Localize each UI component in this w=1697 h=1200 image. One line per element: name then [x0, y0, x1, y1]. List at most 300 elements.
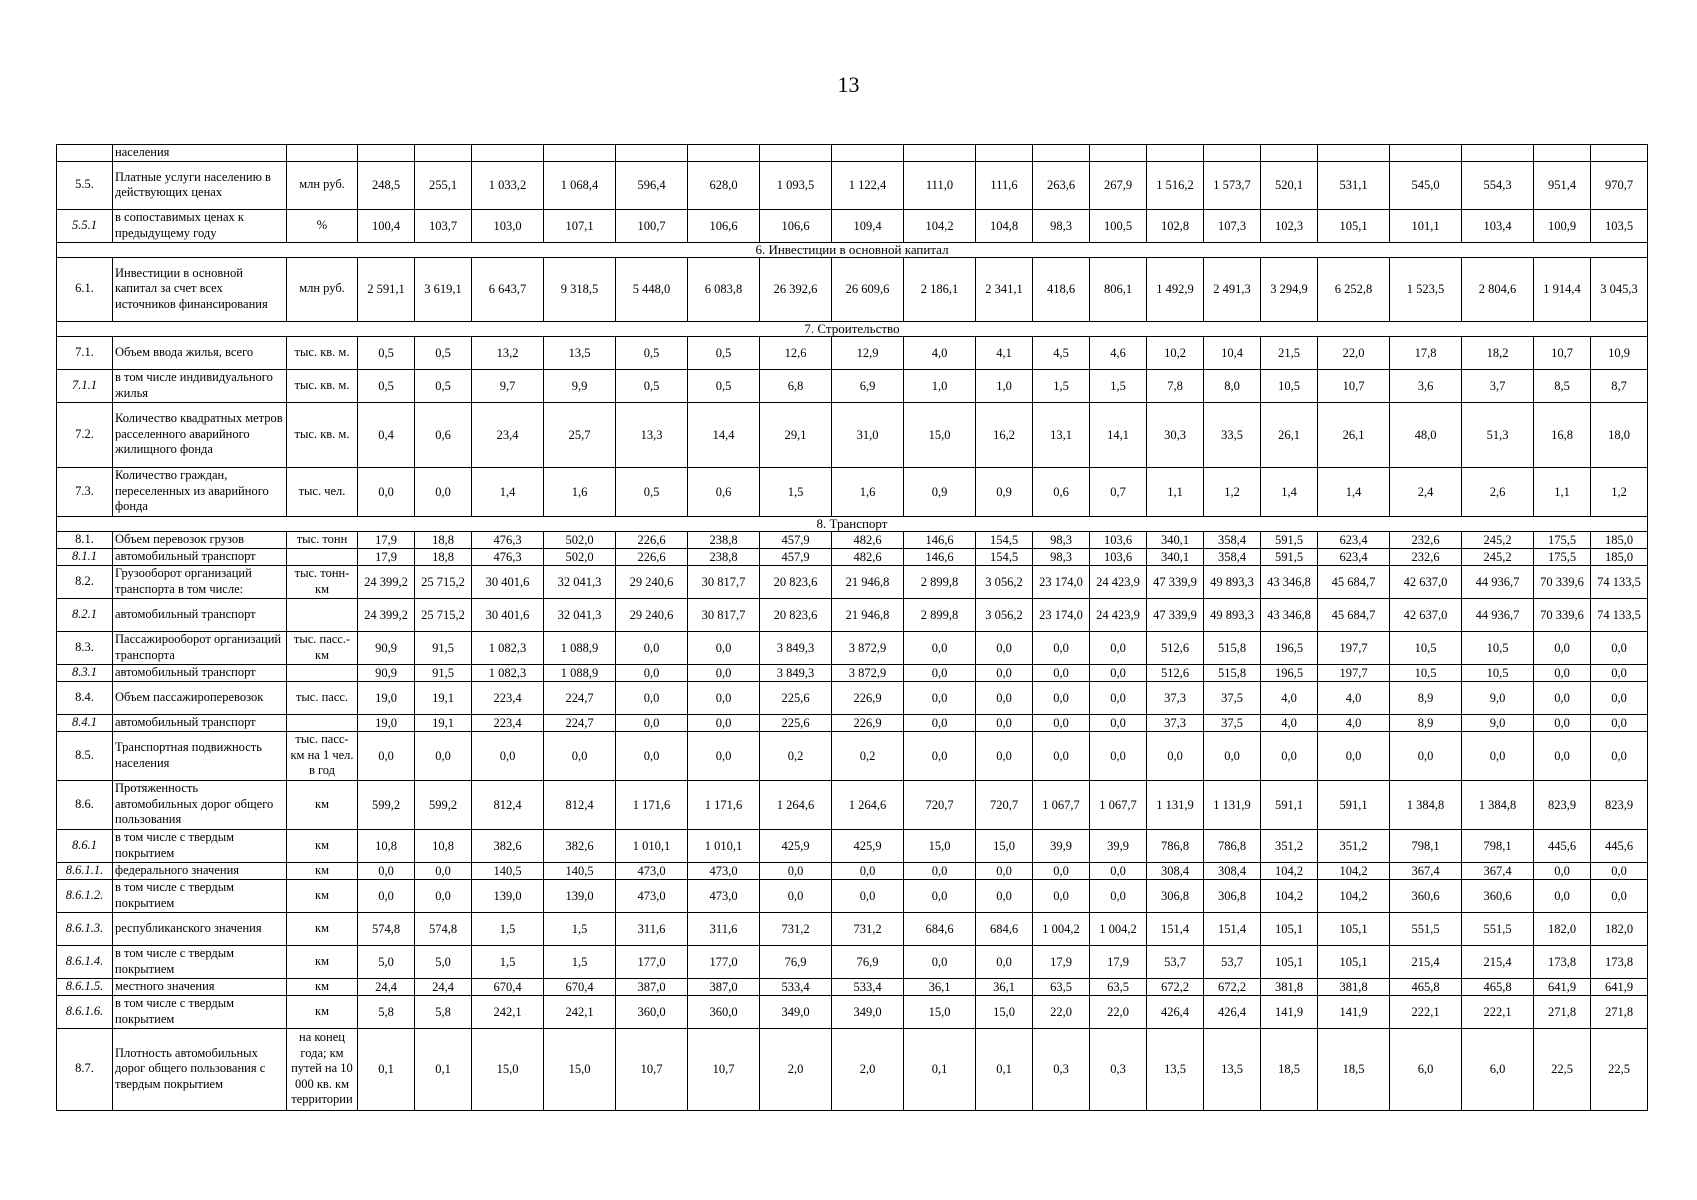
- value-cell: 26,1: [1318, 402, 1390, 467]
- value-cell: 196,5: [1261, 664, 1318, 681]
- table-row: [57, 336, 1648, 369]
- row-number-cell: 8.6.1.1.: [57, 862, 113, 879]
- value-cell: 10,5: [1390, 631, 1462, 664]
- value-cell: 15,0: [544, 1028, 616, 1110]
- row-number-cell: 8.6.1.4.: [57, 945, 113, 978]
- row-number-cell: 8.6.1.5.: [57, 978, 113, 995]
- value-cell: 3 056,2: [976, 598, 1033, 631]
- value-cell: [904, 145, 976, 162]
- row-number-cell: 8.2.1: [57, 598, 113, 631]
- value-cell: [544, 145, 616, 162]
- row-name-cell: автомобильный транспорт: [113, 598, 287, 631]
- unit-cell: на конец года; км путей на 10 000 кв. км территории: [287, 1028, 358, 1110]
- value-cell: 197,7: [1318, 631, 1390, 664]
- value-cell: 512,6: [1147, 664, 1204, 681]
- value-cell: 185,0: [1591, 548, 1648, 565]
- value-cell: 0,0: [1534, 631, 1591, 664]
- value-cell: 37,5: [1204, 714, 1261, 731]
- value-cell: [1204, 145, 1261, 162]
- value-cell: 0,1: [904, 1028, 976, 1110]
- value-cell: 3 849,3: [760, 631, 832, 664]
- value-cell: 1 492,9: [1147, 257, 1204, 321]
- value-cell: 12,9: [832, 336, 904, 369]
- unit-cell: тыс. пасс.-км: [287, 631, 358, 664]
- value-cell: 1,1: [1147, 467, 1204, 516]
- value-cell: 4,5: [1033, 336, 1090, 369]
- value-cell: 308,4: [1204, 862, 1261, 879]
- value-cell: 23,4: [472, 402, 544, 467]
- value-cell: 628,0: [688, 161, 760, 209]
- value-cell: 267,9: [1090, 161, 1147, 209]
- value-cell: 515,8: [1204, 631, 1261, 664]
- value-cell: 812,4: [544, 780, 616, 829]
- value-cell: 545,0: [1390, 161, 1462, 209]
- value-cell: 8,9: [1390, 714, 1462, 731]
- value-cell: 98,3: [1033, 209, 1090, 242]
- section-header-row: [57, 516, 1648, 531]
- value-cell: 418,6: [1033, 257, 1090, 321]
- value-cell: 812,4: [472, 780, 544, 829]
- table-row: [57, 862, 1648, 879]
- value-cell: 98,3: [1033, 548, 1090, 565]
- row-number-cell: 8.1.: [57, 531, 113, 548]
- value-cell: 21,5: [1261, 336, 1318, 369]
- value-cell: 445,6: [1534, 829, 1591, 862]
- value-cell: 0,0: [1090, 862, 1147, 879]
- value-cell: 426,4: [1147, 995, 1204, 1028]
- row-name-cell: Грузооборот организаций транспорта в том числе:: [113, 565, 287, 598]
- table-row: [57, 714, 1648, 731]
- value-cell: 0,0: [1033, 731, 1090, 780]
- value-cell: 1,5: [472, 945, 544, 978]
- value-cell: 0,5: [616, 467, 688, 516]
- value-cell: 107,3: [1204, 209, 1261, 242]
- value-cell: 0,0: [760, 879, 832, 912]
- table-row: [57, 945, 1648, 978]
- value-cell: 457,9: [760, 531, 832, 548]
- value-cell: 1 033,2: [472, 161, 544, 209]
- value-cell: 103,7: [415, 209, 472, 242]
- value-cell: 596,4: [616, 161, 688, 209]
- value-cell: 512,6: [1147, 631, 1204, 664]
- value-cell: 0,0: [1462, 731, 1534, 780]
- table-row: [57, 531, 1648, 548]
- value-cell: 6 083,8: [688, 257, 760, 321]
- value-cell: [1318, 145, 1390, 162]
- value-cell: 3 872,9: [832, 664, 904, 681]
- value-cell: 806,1: [1090, 257, 1147, 321]
- row-number-cell: 8.6.1.3.: [57, 912, 113, 945]
- value-cell: 14,1: [1090, 402, 1147, 467]
- value-cell: 6 252,8: [1318, 257, 1390, 321]
- value-cell: 0,0: [976, 862, 1033, 879]
- value-cell: 20 823,6: [760, 565, 832, 598]
- value-cell: 101,1: [1390, 209, 1462, 242]
- value-cell: 173,8: [1534, 945, 1591, 978]
- value-cell: 103,6: [1090, 531, 1147, 548]
- value-cell: 473,0: [616, 862, 688, 879]
- row-name-cell: Объем пассажироперевозок: [113, 681, 287, 714]
- value-cell: 222,1: [1390, 995, 1462, 1028]
- value-cell: 196,5: [1261, 631, 1318, 664]
- row-name-cell: в сопоставимых ценах к предыдущему году: [113, 209, 287, 242]
- value-cell: 15,0: [904, 402, 976, 467]
- value-cell: 43 346,8: [1261, 598, 1318, 631]
- unit-cell: тыс. пасс-км на 1 чел. в год: [287, 731, 358, 780]
- value-cell: 0,0: [1033, 862, 1090, 879]
- value-cell: 1 914,4: [1534, 257, 1591, 321]
- value-cell: 100,4: [358, 209, 415, 242]
- value-cell: 111,6: [976, 161, 1033, 209]
- value-cell: 720,7: [976, 780, 1033, 829]
- value-cell: 533,4: [832, 978, 904, 995]
- row-number-cell: 8.5.: [57, 731, 113, 780]
- value-cell: 43 346,8: [1261, 565, 1318, 598]
- row-number-cell: 8.3.1: [57, 664, 113, 681]
- unit-cell: тыс. кв. м.: [287, 402, 358, 467]
- value-cell: 226,6: [616, 548, 688, 565]
- row-name-cell: Инвестиции в основной капитал за счет всех источников финансирования: [113, 257, 287, 321]
- value-cell: 19,1: [415, 681, 472, 714]
- value-cell: 1,1: [1534, 467, 1591, 516]
- value-cell: 18,8: [415, 531, 472, 548]
- value-cell: 222,1: [1462, 995, 1534, 1028]
- value-cell: 1 516,2: [1147, 161, 1204, 209]
- unit-cell: тыс. пасс.: [287, 681, 358, 714]
- value-cell: 185,0: [1591, 531, 1648, 548]
- value-cell: 3 872,9: [832, 631, 904, 664]
- value-cell: 175,5: [1534, 548, 1591, 565]
- row-name-cell: Транспортная подвижность населения: [113, 731, 287, 780]
- row-number-cell: 8.7.: [57, 1028, 113, 1110]
- value-cell: 0,0: [1090, 714, 1147, 731]
- value-cell: 3 045,3: [1591, 257, 1648, 321]
- value-cell: 9 318,5: [544, 257, 616, 321]
- value-cell: 0,0: [1591, 862, 1648, 879]
- value-cell: 15,0: [976, 995, 1033, 1028]
- value-cell: 684,6: [976, 912, 1033, 945]
- unit-cell: км: [287, 912, 358, 945]
- value-cell: 76,9: [832, 945, 904, 978]
- value-cell: 103,0: [472, 209, 544, 242]
- value-cell: 33,5: [1204, 402, 1261, 467]
- value-cell: 139,0: [472, 879, 544, 912]
- value-cell: 271,8: [1591, 995, 1648, 1028]
- value-cell: 340,1: [1147, 548, 1204, 565]
- value-cell: 0,0: [616, 731, 688, 780]
- value-cell: 2,0: [760, 1028, 832, 1110]
- table-row: [57, 145, 1648, 162]
- value-cell: 39,9: [1033, 829, 1090, 862]
- value-cell: 15,0: [904, 995, 976, 1028]
- value-cell: 823,9: [1591, 780, 1648, 829]
- value-cell: 349,0: [760, 995, 832, 1028]
- value-cell: 0,0: [904, 731, 976, 780]
- value-cell: 238,8: [688, 548, 760, 565]
- value-cell: 311,6: [616, 912, 688, 945]
- row-name-cell: Объем ввода жилья, всего: [113, 336, 287, 369]
- value-cell: 798,1: [1462, 829, 1534, 862]
- value-cell: 140,5: [544, 862, 616, 879]
- value-cell: 16,2: [976, 402, 1033, 467]
- row-number-cell: 7.1.1: [57, 369, 113, 402]
- unit-cell: км: [287, 995, 358, 1028]
- value-cell: 53,7: [1204, 945, 1261, 978]
- value-cell: 177,0: [616, 945, 688, 978]
- value-cell: 360,0: [688, 995, 760, 1028]
- value-cell: 0,0: [1090, 631, 1147, 664]
- value-cell: 476,3: [472, 548, 544, 565]
- value-cell: 18,8: [415, 548, 472, 565]
- value-cell: 1,2: [1204, 467, 1261, 516]
- value-cell: 311,6: [688, 912, 760, 945]
- value-cell: 0,0: [904, 714, 976, 731]
- value-cell: 70 339,6: [1534, 598, 1591, 631]
- value-cell: 5,8: [358, 995, 415, 1028]
- row-name-cell: автомобильный транспорт: [113, 548, 287, 565]
- value-cell: 4,0: [904, 336, 976, 369]
- value-cell: 30 401,6: [472, 565, 544, 598]
- value-cell: 226,9: [832, 714, 904, 731]
- value-cell: 5,0: [415, 945, 472, 978]
- row-name-cell: в том числе индивидуального жилья: [113, 369, 287, 402]
- value-cell: 623,4: [1318, 548, 1390, 565]
- value-cell: 100,9: [1534, 209, 1591, 242]
- value-cell: 381,8: [1261, 978, 1318, 995]
- value-cell: 1 384,8: [1462, 780, 1534, 829]
- value-cell: 2,6: [1462, 467, 1534, 516]
- value-cell: 1,4: [472, 467, 544, 516]
- value-cell: 0,0: [1591, 731, 1648, 780]
- value-cell: 177,0: [688, 945, 760, 978]
- value-cell: [760, 145, 832, 162]
- unit-cell: [287, 664, 358, 681]
- value-cell: 2,4: [1390, 467, 1462, 516]
- value-cell: 1 131,9: [1147, 780, 1204, 829]
- value-cell: [1534, 145, 1591, 162]
- value-cell: 970,7: [1591, 161, 1648, 209]
- section-header-row: [57, 242, 1648, 257]
- value-cell: 8,5: [1534, 369, 1591, 402]
- value-cell: 22,0: [1033, 995, 1090, 1028]
- value-cell: 0,6: [415, 402, 472, 467]
- value-cell: 105,1: [1318, 209, 1390, 242]
- value-cell: 0,0: [904, 631, 976, 664]
- value-cell: 0,0: [415, 731, 472, 780]
- value-cell: 0,0: [688, 731, 760, 780]
- value-cell: 0,0: [472, 731, 544, 780]
- row-number-cell: [57, 145, 113, 162]
- value-cell: 684,6: [904, 912, 976, 945]
- value-cell: 104,8: [976, 209, 1033, 242]
- value-cell: 1 010,1: [688, 829, 760, 862]
- value-cell: 1 004,2: [1090, 912, 1147, 945]
- value-cell: 10,8: [415, 829, 472, 862]
- value-cell: 215,4: [1390, 945, 1462, 978]
- table-row: [57, 548, 1648, 565]
- value-cell: 1 264,6: [832, 780, 904, 829]
- value-cell: 0,0: [1534, 879, 1591, 912]
- value-cell: 3,6: [1390, 369, 1462, 402]
- value-cell: 5 448,0: [616, 257, 688, 321]
- value-cell: 37,3: [1147, 681, 1204, 714]
- value-cell: 623,4: [1318, 531, 1390, 548]
- value-cell: 0,6: [1033, 467, 1090, 516]
- value-cell: 349,0: [832, 995, 904, 1028]
- table-row: [57, 664, 1648, 681]
- value-cell: 1,0: [904, 369, 976, 402]
- value-cell: 29,1: [760, 402, 832, 467]
- value-cell: 21 946,8: [832, 598, 904, 631]
- value-cell: 533,4: [760, 978, 832, 995]
- table-row: [57, 731, 1648, 780]
- value-cell: 32 041,3: [544, 598, 616, 631]
- value-cell: 6,0: [1390, 1028, 1462, 1110]
- value-cell: 53,7: [1147, 945, 1204, 978]
- value-cell: 17,9: [358, 531, 415, 548]
- value-cell: 22,0: [1090, 995, 1147, 1028]
- value-cell: 182,0: [1534, 912, 1591, 945]
- table-row: [57, 912, 1648, 945]
- value-cell: 1 523,5: [1390, 257, 1462, 321]
- value-cell: 1 093,5: [760, 161, 832, 209]
- value-cell: 2 591,1: [358, 257, 415, 321]
- value-cell: 10,8: [358, 829, 415, 862]
- table-row: [57, 995, 1648, 1028]
- value-cell: 457,9: [760, 548, 832, 565]
- value-cell: 0,0: [358, 467, 415, 516]
- value-cell: [832, 145, 904, 162]
- value-cell: 13,2: [472, 336, 544, 369]
- value-cell: 44 936,7: [1462, 565, 1534, 598]
- value-cell: 0,0: [1033, 879, 1090, 912]
- value-cell: 37,3: [1147, 714, 1204, 731]
- table-row: [57, 161, 1648, 209]
- value-cell: 720,7: [904, 780, 976, 829]
- value-cell: 0,1: [976, 1028, 1033, 1110]
- value-cell: 425,9: [832, 829, 904, 862]
- value-cell: 18,2: [1462, 336, 1534, 369]
- row-number-cell: 7.1.: [57, 336, 113, 369]
- value-cell: 3 849,3: [760, 664, 832, 681]
- value-cell: 263,6: [1033, 161, 1090, 209]
- value-cell: 146,6: [904, 531, 976, 548]
- value-cell: 1 004,2: [1033, 912, 1090, 945]
- value-cell: 10,5: [1390, 664, 1462, 681]
- value-cell: 104,2: [1261, 879, 1318, 912]
- value-cell: 0,9: [976, 467, 1033, 516]
- value-cell: 351,2: [1261, 829, 1318, 862]
- value-cell: 98,3: [1033, 531, 1090, 548]
- value-cell: [1033, 145, 1090, 162]
- value-cell: 154,5: [976, 548, 1033, 565]
- value-cell: 0,0: [904, 681, 976, 714]
- table-row: [57, 369, 1648, 402]
- value-cell: [1261, 145, 1318, 162]
- value-cell: 0,5: [415, 336, 472, 369]
- value-cell: 242,1: [544, 995, 616, 1028]
- table-row: [57, 467, 1648, 516]
- row-number-cell: 8.1.1: [57, 548, 113, 565]
- value-cell: 151,4: [1204, 912, 1261, 945]
- value-cell: 10,7: [1318, 369, 1390, 402]
- row-name-cell: Платные услуги населению в действующих ценах: [113, 161, 287, 209]
- value-cell: 672,2: [1204, 978, 1261, 995]
- value-cell: 358,4: [1204, 531, 1261, 548]
- value-cell: 0,0: [688, 681, 760, 714]
- value-cell: 1,5: [544, 912, 616, 945]
- value-cell: 245,2: [1462, 548, 1534, 565]
- value-cell: 0,0: [415, 862, 472, 879]
- value-cell: 106,6: [760, 209, 832, 242]
- value-cell: 0,0: [1534, 714, 1591, 731]
- value-cell: 107,1: [544, 209, 616, 242]
- value-cell: 1 067,7: [1033, 780, 1090, 829]
- value-cell: 10,7: [1534, 336, 1591, 369]
- value-cell: 0,3: [1033, 1028, 1090, 1110]
- value-cell: 0,0: [976, 945, 1033, 978]
- value-cell: 100,7: [616, 209, 688, 242]
- value-cell: 482,6: [832, 531, 904, 548]
- value-cell: 22,5: [1534, 1028, 1591, 1110]
- value-cell: 17,8: [1390, 336, 1462, 369]
- value-cell: 0,0: [415, 879, 472, 912]
- value-cell: 13,1: [1033, 402, 1090, 467]
- value-cell: 20 823,6: [760, 598, 832, 631]
- row-number-cell: 8.6.1: [57, 829, 113, 862]
- value-cell: 465,8: [1390, 978, 1462, 995]
- value-cell: 17,9: [358, 548, 415, 565]
- row-name-cell: федерального значения: [113, 862, 287, 879]
- value-cell: 0,0: [1261, 731, 1318, 780]
- value-cell: 36,1: [904, 978, 976, 995]
- value-cell: 104,2: [904, 209, 976, 242]
- row-name-cell: Объем перевозок грузов: [113, 531, 287, 548]
- row-name-cell: Пассажирооборот организаций транспорта: [113, 631, 287, 664]
- row-name-cell: местного значения: [113, 978, 287, 995]
- value-cell: 0,0: [688, 714, 760, 731]
- value-cell: 823,9: [1534, 780, 1591, 829]
- value-cell: 105,1: [1318, 912, 1390, 945]
- value-cell: 0,0: [1534, 664, 1591, 681]
- value-cell: 146,6: [904, 548, 976, 565]
- value-cell: 173,8: [1591, 945, 1648, 978]
- value-cell: 26 609,6: [832, 257, 904, 321]
- value-cell: 19,1: [415, 714, 472, 731]
- value-cell: 574,8: [358, 912, 415, 945]
- row-number-cell: 5.5.1: [57, 209, 113, 242]
- section-title: 7. Строительство: [57, 321, 1648, 336]
- value-cell: 641,9: [1591, 978, 1648, 995]
- value-cell: 351,2: [1318, 829, 1390, 862]
- value-cell: 0,6: [688, 467, 760, 516]
- value-cell: 1,6: [832, 467, 904, 516]
- section-title: 8. Транспорт: [57, 516, 1648, 531]
- value-cell: 26,1: [1261, 402, 1318, 467]
- row-number-cell: 8.4.1: [57, 714, 113, 731]
- value-cell: 0,0: [1033, 631, 1090, 664]
- value-cell: 30 401,6: [472, 598, 544, 631]
- value-cell: 1 082,3: [472, 631, 544, 664]
- value-cell: 6,0: [1462, 1028, 1534, 1110]
- unit-cell: млн руб.: [287, 161, 358, 209]
- value-cell: 10,5: [1462, 631, 1534, 664]
- row-number-cell: 8.6.1.6.: [57, 995, 113, 1028]
- value-cell: 551,5: [1390, 912, 1462, 945]
- value-cell: [472, 145, 544, 162]
- value-cell: 24 399,2: [358, 598, 415, 631]
- value-cell: 9,7: [472, 369, 544, 402]
